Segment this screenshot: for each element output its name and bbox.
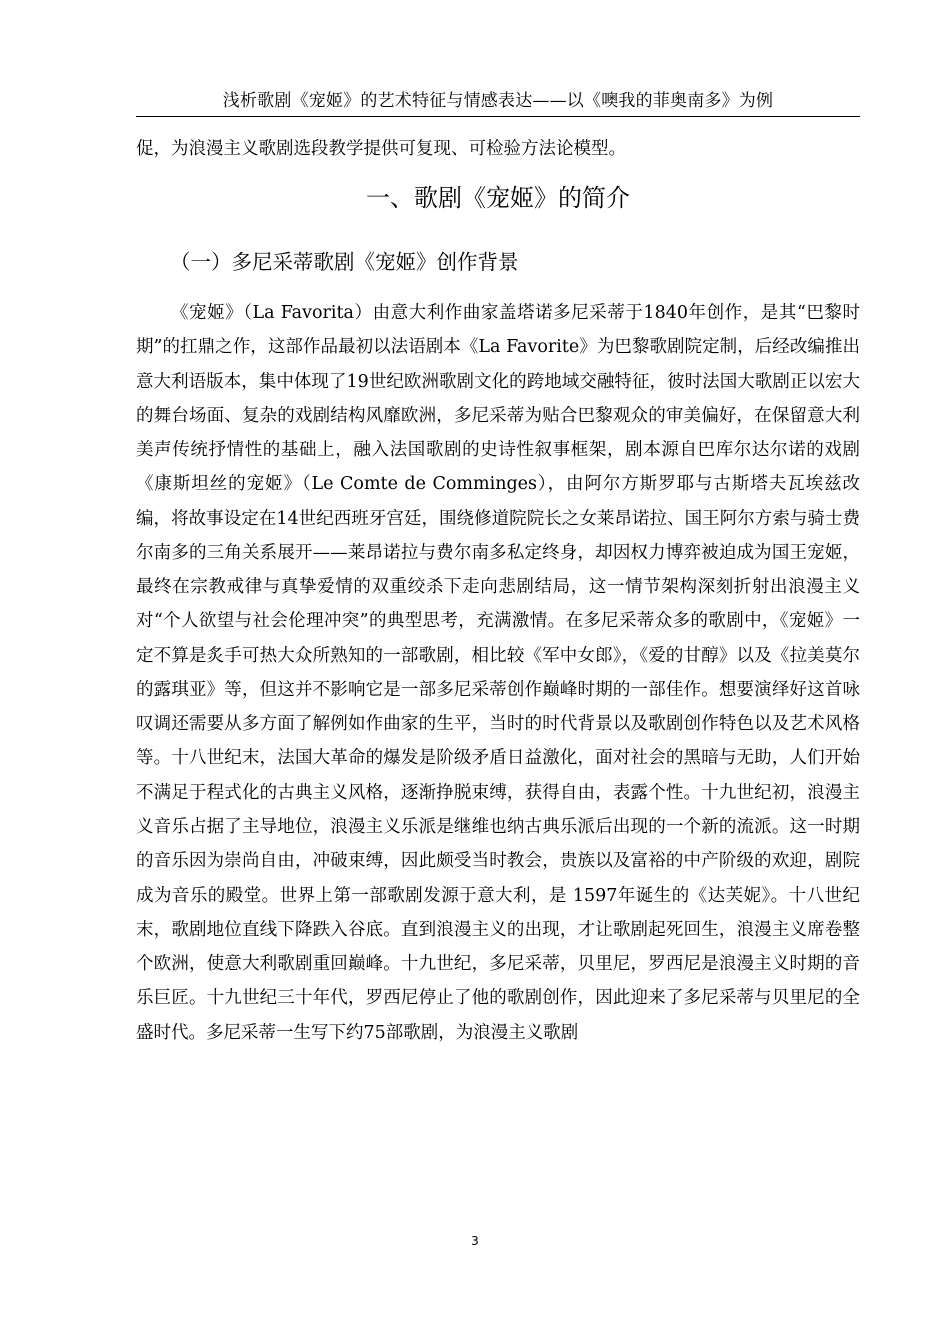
body-paragraph: 《宠姬》（La Favorita）由意大利作曲家盖塔诺多尼采蒂于1840年创作，是其“巴黎时期”的扛鼎之作，这部作品最初以法语剧本《La Favorite》为巴黎歌剧院定制，后经改编推出意大利语版本，集中体现了19世纪欧洲歌剧文化的跨地域交融特征，彼时法国大歌剧正以宏大的舞台场面、复杂的戏剧结构风靡欧洲，多尼采蒂为贴合巴黎观众的审美偏好，在保留意大利美声传统抒情性的基础上，融入法国歌剧的史诗性叙事框架，剧本源自巴库尔达尔诺的戏剧《康斯坦丝的宠姬》（Le Comte de Comminges），由阿尔方斯罗耶与古斯塔夫瓦埃兹改编，将故事设定在14世纪西班牙宫廷，围绕修道院院长之女莱昂诺拉、国王阿尔方索与骑士费尔南多的三角关系展开——莱昂诺拉与费尔南多私定终身，却因权力博弈被迫成为国王宠姬，最终在宗教戒律与真挚爱情的双重绞杀下走向悲剧结局，这一情节架构深刻折射出浪漫主义对“个人欲望与社会伦理冲突”的典型思考，充满激情。在多尼采蒂众多的歌剧中，《宠姬》一定不算是炙手可热大众所熟知的一部歌剧，相比较《军中女郎》，《爱的甘醇》以及《拉美莫尔的露琪亚》等，但这并不影响它是一部多尼采蒂创作巅峰时期的一部佳作。想要演绎好这首咏叹调还需要从多方面了解例如作曲家的生平，当时的时代背景以及歌剧创作特色以及艺术风格等。十八世纪末，法国大革命的爆发是阶级矛盾日益激化，面对社会的黑暗与无助，人们开始不满足于程式化的古典主义风格，逐渐挣脱束缚，获得自由，表露个性。十九世纪初，浪漫主义音乐占据了主导地位，浪漫主义乐派是继维也纳古典乐派后出现的一个新的流派。这一时期的音乐因为崇尚自由，冲破束缚，因此颇受当时教会，贵族以及富裕的中产阶级的欢迎，剧院成为音乐的殿堂。世界上第一部歌剧发源于意大利，是 1597年诞生的《达芙妮》。十八世纪末，歌剧地位直线下降跌入谷底。直到浪漫主义的出现，才让歌剧起死回生，浪漫主义席卷整个欧洲，使意大利歌剧重回巅峰。十九世纪，多尼采蒂，贝里尼，罗西尼是浪漫主义时期的音乐巨匠。十九世纪三十年代，罗西尼停止了他的歌剧创作，因此迎来了多尼采蒂与贝里尼的全盛时代。多尼采蒂一生写下约75部歌剧，为浪漫主义歌剧 (136, 303, 860, 1043)
running-header: 浅析歌剧《宠姬》的艺术特征与情感表达——以《噢我的菲奥南多》为例 (222, 91, 774, 111)
chapter-title: 一、歌剧《宠姬》的简介 (366, 184, 630, 212)
header-rule (136, 116, 860, 117)
continuation-text: 促，为浪漫主义歌剧选段教学提供可复现、可检验方法论模型。 (136, 139, 626, 159)
page-number: 3 (471, 1234, 479, 1248)
section-title: （一）多尼采蒂歌剧《宠姬》创作背景 (170, 250, 519, 274)
